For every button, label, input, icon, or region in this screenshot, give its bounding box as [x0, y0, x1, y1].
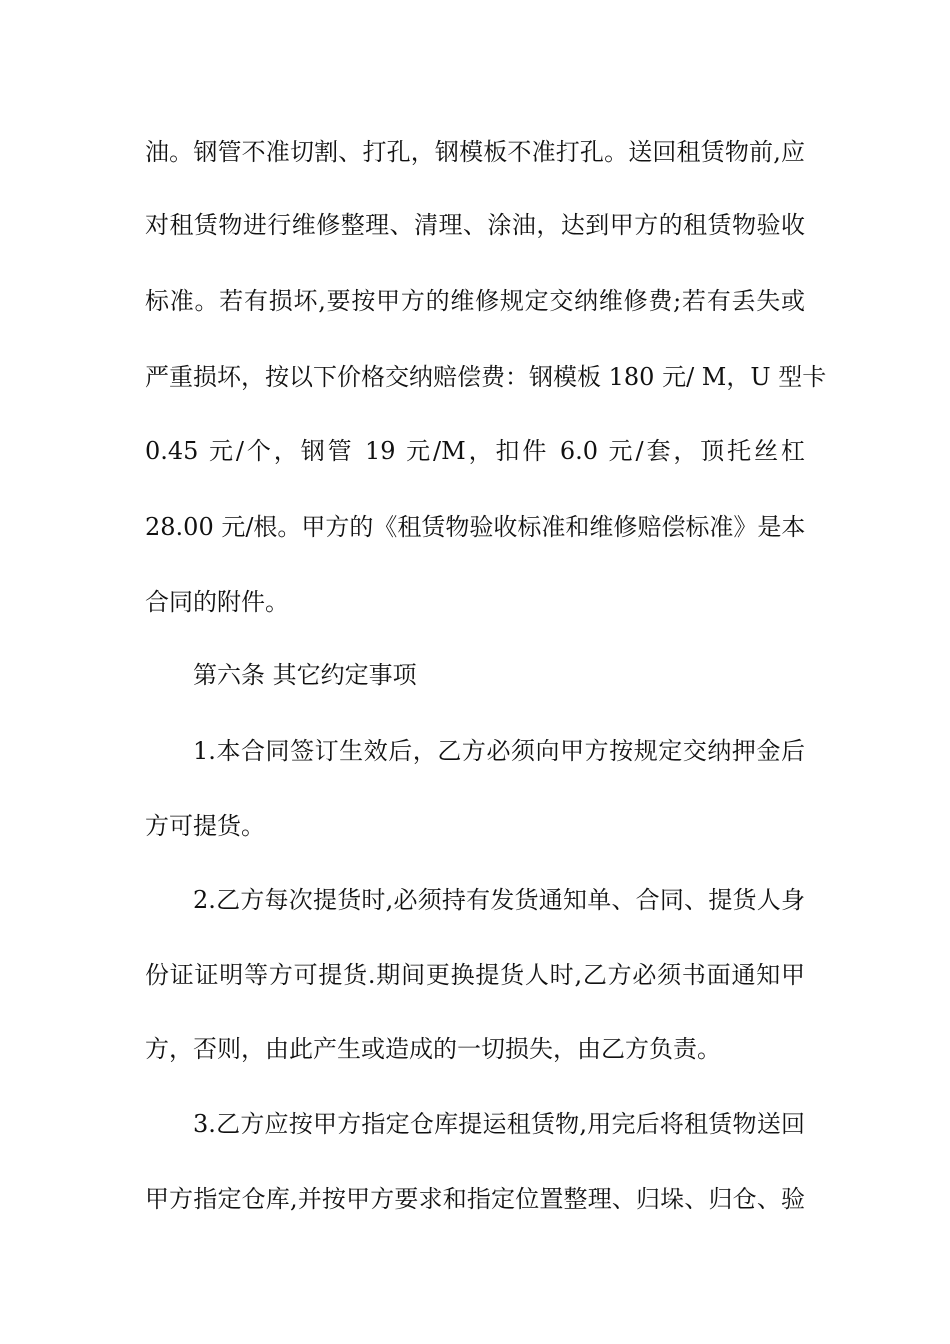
body-text-line: 28.00 元/根。甲方的《租赁物验收标准和维修赔偿标准》是本 — [145, 513, 806, 541]
body-text-line: 2.乙方每次提货时,必须持有发货通知单、合同、提货人身 — [193, 886, 805, 914]
body-text-line: 合同的附件。 — [145, 588, 289, 616]
body-text-line: 甲方指定仓库,并按甲方要求和指定位置整理、归垛、归仓、验 — [145, 1185, 805, 1213]
body-text-line: 份证证明等方可提货.期间更换提货人时,乙方必须书面通知甲 — [145, 961, 805, 989]
section-heading: 第六条 其它约定事项 — [193, 661, 417, 689]
body-text-line: 0.45 元/个，钢管 19 元/M，扣件 6.0 元/套，顶托丝杠 — [145, 437, 805, 465]
body-text-line: 标准。若有损坏,要按甲方的维修规定交纳维修费;若有丢失或 — [145, 287, 805, 315]
body-text-line: 3.乙方应按甲方指定仓库提运租赁物,用完后将租赁物送回 — [193, 1110, 805, 1138]
body-text-line: 方，否则，由此产生或造成的一切损失，由乙方负责。 — [145, 1035, 721, 1063]
body-text-line: 1.本合同签订生效后，乙方必须向甲方按规定交纳押金后 — [193, 737, 805, 765]
body-text-line: 油。钢管不准切割、打孔，钢模板不准打孔。送回租赁物前,应 — [145, 138, 805, 166]
body-text-line: 严重损坏，按以下价格交纳赔偿费：钢模板 180 元/ M，U 型卡 — [145, 363, 827, 391]
body-text-line: 方可提货。 — [145, 812, 265, 840]
body-text-line: 对租赁物进行维修整理、清理、涂油，达到甲方的租赁物验收 — [145, 211, 805, 239]
